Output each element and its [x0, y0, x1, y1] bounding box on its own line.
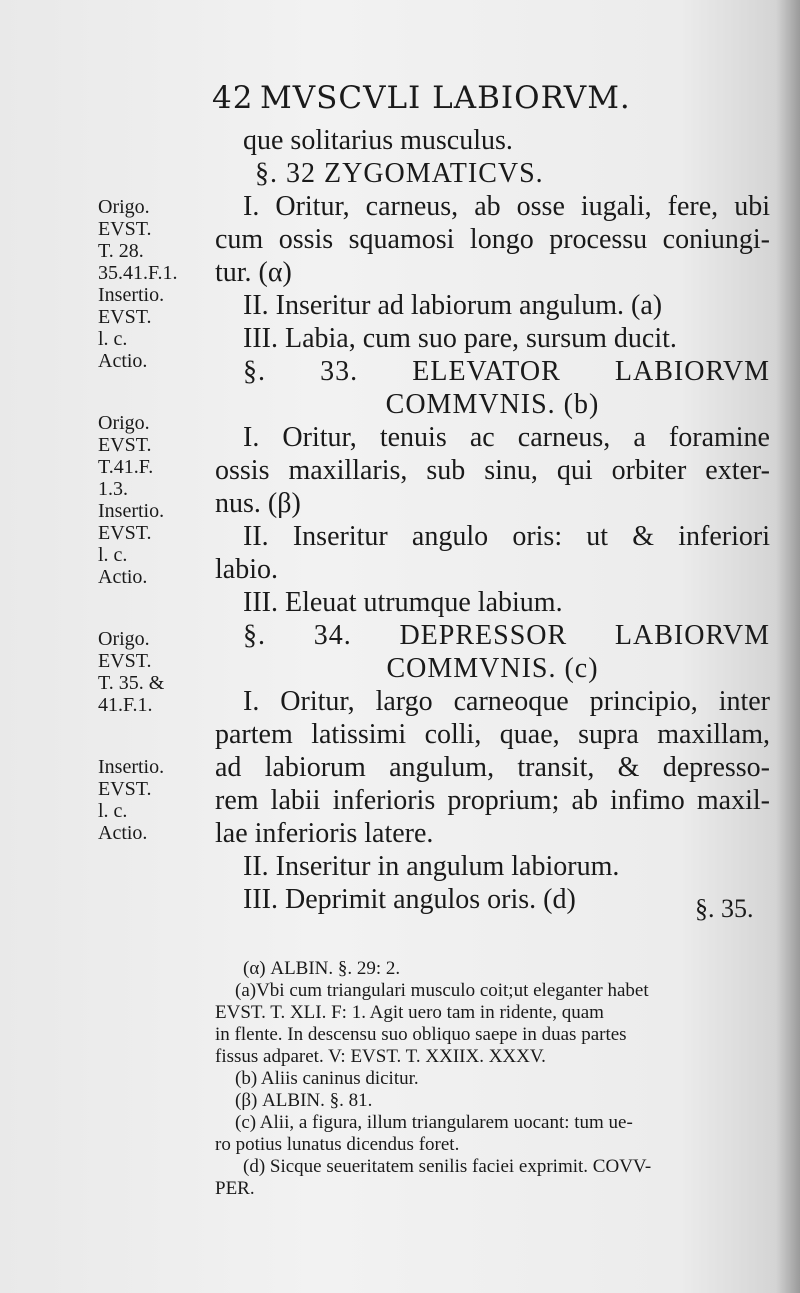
text-line: ossis maxillaris, sub sinu, qui orbiter exter-: [215, 455, 770, 486]
section-heading: COMMVNIS. (c): [386, 653, 599, 684]
margin-note: Actio.: [98, 350, 148, 372]
margin-note: Insertio.: [98, 284, 165, 306]
running-title: MVSCVLI LABIORVM.: [260, 80, 631, 116]
margin-note: 41.F.1.: [98, 694, 153, 716]
margin-note: EVST.: [98, 778, 152, 800]
section-heading: §. 34. DEPRESSOR LABIORVM: [243, 620, 770, 651]
margin-note: Origo.: [98, 412, 150, 434]
footnote-line: (d) Sicque seueritatem senilis faciei exprimit. COVV-: [243, 1156, 652, 1177]
footnote-line: (β) ALBIN. §. 81.: [235, 1090, 373, 1111]
margin-note: l. c.: [98, 544, 128, 566]
page-number: 42: [212, 80, 254, 116]
margin-note: Actio.: [98, 566, 148, 588]
margin-notes: [98, 196, 213, 844]
section-heading: §. 33. ELEVATOR LABIORVM: [243, 356, 770, 387]
text-line: II. Inseritur ad labiorum angulum. (a): [243, 290, 663, 321]
margin-note: T. 28.: [98, 240, 144, 262]
margin-note: Origo.: [98, 628, 150, 650]
footnotes: [215, 958, 767, 1200]
margin-note: T.41.F.: [98, 456, 154, 478]
margin-note: l. c.: [98, 800, 128, 822]
margin-note: 1.3.: [98, 478, 128, 500]
margin-note: Insertio.: [98, 756, 165, 778]
running-header: [212, 80, 631, 116]
margin-note: EVST.: [98, 218, 152, 240]
section-heading: COMMVNIS. (b): [385, 389, 600, 420]
text-line: I. Oritur, carneus, ab osse iugali, fere, ubi: [243, 191, 770, 222]
margin-note: Actio.: [98, 822, 148, 844]
text-line: rem labii inferioris proprium; ab infimo maxil-: [215, 785, 770, 816]
text-line: III. Eleuat utrumque labium.: [243, 587, 563, 618]
footnote-line: (α) ALBIN. §. 29: 2.: [243, 958, 401, 979]
footnote-line: fissus adparet. V: EVST. T. XXIIX. XXXV.: [215, 1046, 546, 1067]
text-line: que solitarius musculus.: [243, 125, 513, 156]
text-line: nus. (β): [215, 488, 301, 519]
text-line: cum ossis squamosi longo processu coniungi-: [215, 224, 770, 255]
footnote-line: EVST. T. XLI. F: 1. Agit uero tam in ridente, quam: [215, 1002, 604, 1023]
margin-note: EVST.: [98, 306, 152, 328]
footnote-line: (b) Aliis caninus dicitur.: [235, 1068, 419, 1089]
main-text: [215, 124, 770, 916]
margin-note: EVST.: [98, 522, 152, 544]
footnote-line: PER.: [215, 1178, 255, 1199]
text-line: ad labiorum angulum, transit, & depresso-: [215, 752, 770, 783]
margin-note: Origo.: [98, 196, 150, 218]
margin-note: EVST.: [98, 434, 152, 456]
catchword: §. 35.: [695, 894, 754, 923]
text-line: lae inferioris latere.: [215, 818, 434, 849]
text-line: II. Inseritur angulo oris: ut & inferiori: [243, 521, 770, 552]
text-line: III. Labia, cum suo pare, sursum ducit.: [243, 323, 677, 354]
section-heading: §. 32 ZYGOMATICVS.: [255, 158, 544, 189]
footnote-line: in flente. In descensu suo obliquo saepe in duas partes: [215, 1024, 627, 1045]
text-line: III. Deprimit angulos oris. (d): [243, 884, 576, 915]
text-line: partem latissimi colli, quae, supra maxillam,: [215, 719, 770, 750]
footnote-line: (a)Vbi cum triangulari musculo coit;ut eleganter habet: [235, 980, 649, 1001]
margin-note: EVST.: [98, 650, 152, 672]
margin-note: Insertio.: [98, 500, 165, 522]
margin-note: l. c.: [98, 328, 128, 350]
text-line: I. Oritur, tenuis ac carneus, a foramine: [243, 422, 770, 453]
text-line: tur. (α): [215, 257, 292, 288]
text-line: II. Inseritur in angulum labiorum.: [243, 851, 620, 882]
text-line: labio.: [215, 554, 278, 585]
footnote-line: (c) Alii, a figura, illum triangularem uocant: tum ue-: [235, 1112, 633, 1133]
text-line: I. Oritur, largo carneoque principio, inter: [243, 686, 770, 717]
margin-note: 35.41.F.1.: [98, 262, 178, 284]
margin-note: T. 35. &: [98, 672, 165, 694]
footnote-line: ro potius lunatus dicendus foret.: [215, 1134, 460, 1155]
